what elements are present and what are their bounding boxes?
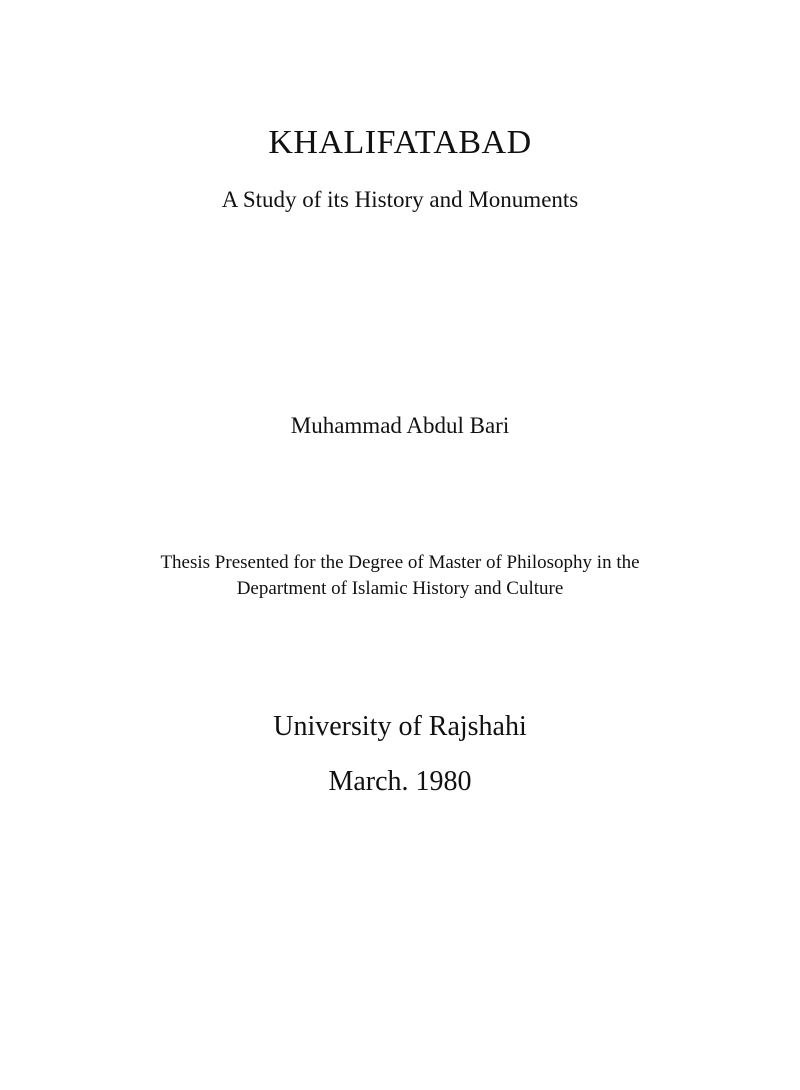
thesis-title: KHALIFATABAD [268, 124, 532, 161]
author-name: Muhammad Abdul Bari [290, 413, 510, 438]
university-name: University of Rajshahi [273, 711, 527, 742]
degree-statement-line-2: Department of Islamic History and Culture [236, 578, 564, 599]
thesis-subtitle: A Study of its History and Monuments [221, 187, 579, 212]
submission-date: March. 1980 [328, 766, 472, 797]
degree-statement-line-1: Thesis Presented for the Degree of Master of Philosophy in the [160, 552, 640, 573]
